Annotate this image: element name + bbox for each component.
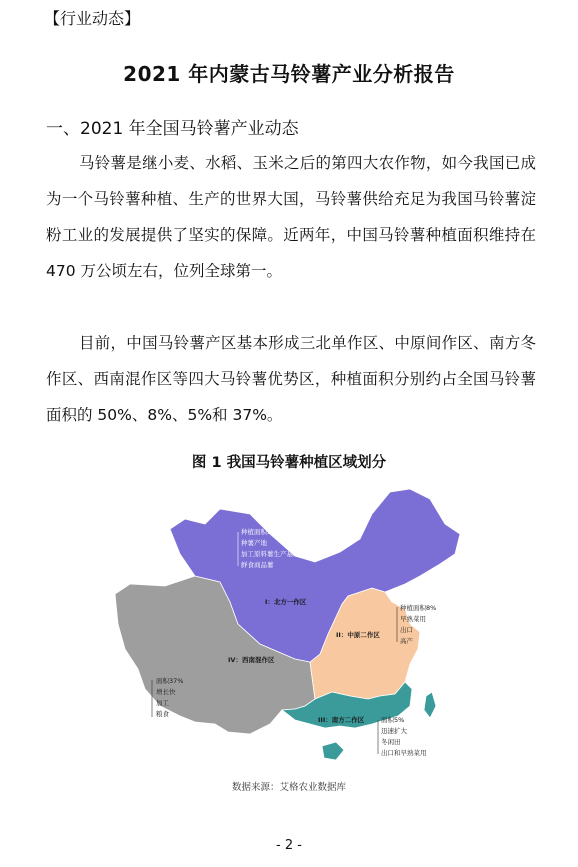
taiwan-island (424, 692, 436, 718)
south-note-1: 面积5% (381, 716, 405, 724)
report-title: 2021 年内蒙古马铃薯产业分析报告 (123, 62, 455, 86)
page-number: - 2 - (276, 838, 302, 853)
figure-title: 图 1 我国马铃薯种植区域划分 (191, 455, 387, 471)
southwest-note-4: 粮食 (156, 710, 169, 718)
central-note-1: 种植面积8% (400, 604, 437, 612)
central-note-4: 高产 (400, 637, 413, 645)
zone-name-southwest: IV：西南混作区 (228, 656, 275, 664)
south-note-3: 冬闲田 (381, 738, 401, 746)
zone-name-central: II：中原二作区 (336, 631, 380, 639)
figure-source: 数据来源：艾格农业数据库 (231, 782, 346, 793)
north-note-1: 种植面积50% (241, 528, 282, 536)
section-tag: 【行业动态】 (44, 9, 141, 28)
hainan-island (322, 742, 344, 760)
north-note-2: 种薯产地 (241, 539, 267, 547)
north-note-4: 鲜食商品薯 (241, 561, 274, 569)
southwest-note-3: 加工 (156, 699, 169, 707)
central-note-3: 出口 (400, 626, 413, 634)
south-note-4: 出口和早熟菜用 (381, 749, 427, 757)
zone-name-south: III：南方二作区 (318, 716, 365, 724)
paragraph-1: 马铃薯是继小麦、水稻、玉米之后的第四大农作物，如今我国已成为一个马铃薯种植、生产的世界大国，马铃薯供给充足为我国马铃薯淀粉工业的发展提供了坚实的保障。近两年，中国马铃薯种植面积维持在 470 万公顷左右，位列全球第一。 (46, 154, 536, 280)
central-note-2: 早熟菜用 (400, 615, 426, 623)
china-zone-map (110, 484, 470, 774)
southwest-note-1: 面积37% (156, 677, 184, 685)
zone-name-north: I：北方一作区 (265, 598, 307, 606)
south-note-2: 迅速扩大 (381, 727, 407, 735)
paragraph-2: 目前，中国马铃薯产区基本形成三北单作区、中原间作区、南方冬作区、西南混作区等四大马铃薯优势区，种植面积分别约占全国马铃薯面积的 50%、8%、5%和 37%。 (46, 334, 536, 424)
southwest-note-2: 增长快 (156, 688, 176, 696)
north-note-3: 加工原料薯生产基地 (241, 550, 300, 558)
section-heading: 一、2021 年全国马铃薯产业动态 (46, 119, 299, 139)
